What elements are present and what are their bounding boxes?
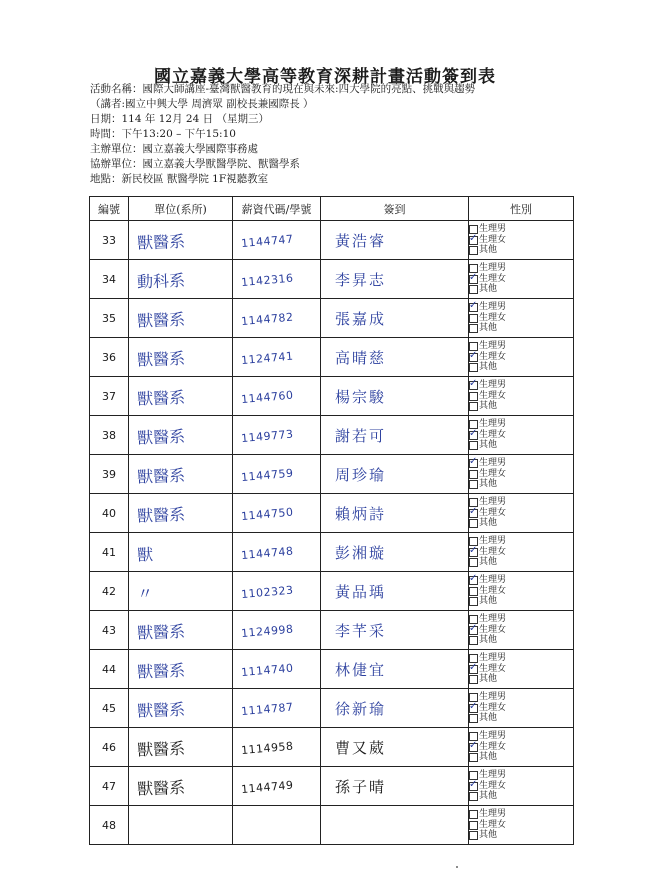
gender-option-label: 其他 <box>479 323 498 334</box>
student-id-handwriting: 1144750 <box>240 505 295 523</box>
gender-option-label: 生理女 <box>479 507 507 518</box>
gender-option <box>469 224 573 235</box>
gender-option <box>469 401 573 412</box>
signature-handwriting: 黃品瑀 <box>335 582 387 601</box>
signature-handwriting: 周珍瑜 <box>335 465 387 484</box>
gender-option-label: 其他 <box>479 245 498 256</box>
gender-option-label: 生理女 <box>479 390 507 401</box>
table-row <box>90 455 574 494</box>
gender-option-label: 其他 <box>479 284 498 295</box>
gender-option-label: 其他 <box>479 362 498 373</box>
gender-options <box>469 728 574 767</box>
unit-cell <box>129 377 233 416</box>
unit-handwriting: 動科系 <box>136 270 186 292</box>
gender-option-label: 生理女 <box>479 663 507 674</box>
checked-checkbox[interactable] <box>469 665 478 674</box>
checkbox[interactable] <box>469 470 478 479</box>
row-number: 43 <box>90 611 129 650</box>
student-id-handwriting: 1124741 <box>240 349 295 367</box>
unit-handwriting: 獸醫系 <box>136 231 186 253</box>
row-number: 46 <box>90 728 129 767</box>
student-id-handwriting: 1144782 <box>240 310 295 328</box>
student-id-cell <box>233 650 321 689</box>
unit-handwriting: 獸醫系 <box>136 465 186 487</box>
checkbox[interactable] <box>469 441 478 450</box>
gender-option <box>469 245 573 256</box>
checked-checkbox[interactable] <box>469 353 478 362</box>
unit-handwriting: 獸醫系 <box>136 660 186 682</box>
gender-option-label: 生理女 <box>479 819 507 830</box>
gender-option-label: 生理男 <box>479 575 507 586</box>
gender-option-label: 生理男 <box>479 692 507 703</box>
row-number: 45 <box>90 689 129 728</box>
student-id-cell <box>233 572 321 611</box>
gender-options <box>469 689 574 728</box>
table-row <box>90 650 574 689</box>
gender-option-label: 其他 <box>479 557 498 568</box>
table-row <box>90 299 574 338</box>
gender-option <box>469 791 573 802</box>
gender-option-label: 生理女 <box>479 741 507 752</box>
table-row <box>90 338 574 377</box>
student-id-cell <box>233 806 321 845</box>
checkbox[interactable] <box>469 597 478 606</box>
unit-cell <box>129 494 233 533</box>
gender-option <box>469 302 573 313</box>
gender-option <box>469 830 573 841</box>
gender-option <box>469 458 573 469</box>
gender-option <box>469 781 573 792</box>
gender-option-label: 其他 <box>479 401 498 412</box>
speaker-line: （講者:國立中興大學 周濟眾 副校長兼國際長 ） <box>90 98 314 110</box>
gender-option-label: 其他 <box>479 674 498 685</box>
gender-options <box>469 806 574 845</box>
row-number: 36 <box>90 338 129 377</box>
gender-option <box>469 518 573 529</box>
signature-cell <box>321 494 469 533</box>
checked-checkbox[interactable] <box>469 548 478 557</box>
checkbox[interactable] <box>469 363 478 372</box>
signature-cell <box>321 806 469 845</box>
checked-checkbox[interactable] <box>469 782 478 791</box>
scan-speck <box>456 866 458 868</box>
gender-options <box>469 299 574 338</box>
unit-cell <box>129 650 233 689</box>
checkbox[interactable] <box>469 314 478 323</box>
unit-cell <box>129 728 233 767</box>
student-id-cell <box>233 221 321 260</box>
student-id-handwriting: 1114740 <box>240 661 295 679</box>
signature-cell <box>321 572 469 611</box>
signature-handwriting: 林倢宜 <box>335 660 387 679</box>
gender-option-label: 其他 <box>479 479 498 490</box>
student-id-handwriting: 1144747 <box>240 232 295 250</box>
gender-option-label: 生理男 <box>479 380 507 391</box>
signature-cell <box>321 338 469 377</box>
row-number: 40 <box>90 494 129 533</box>
signature-cell <box>321 767 469 806</box>
gender-options <box>469 377 574 416</box>
gender-option-label: 生理男 <box>479 497 507 508</box>
gender-options <box>469 533 574 572</box>
student-id-handwriting: 1144760 <box>240 388 295 406</box>
student-id-cell <box>233 689 321 728</box>
student-id-handwriting: 1144759 <box>240 466 295 484</box>
gender-option <box>469 547 573 558</box>
row-number: 34 <box>90 260 129 299</box>
gender-option-label: 其他 <box>479 518 498 529</box>
table-row <box>90 572 574 611</box>
gender-option <box>469 313 573 324</box>
gender-option <box>469 263 573 274</box>
signature-cell <box>321 299 469 338</box>
gender-option-label: 其他 <box>479 830 498 841</box>
co-organizer-line: 協辦單位：國立嘉義大學獸醫學院、獸醫學系 <box>90 158 300 170</box>
gender-option <box>469 635 573 646</box>
unit-cell <box>129 611 233 650</box>
table-row <box>90 416 574 455</box>
gender-option-label: 其他 <box>479 440 498 451</box>
gender-option-label: 生理男 <box>479 536 507 547</box>
row-number: 38 <box>90 416 129 455</box>
gender-option-label: 生理男 <box>479 653 507 664</box>
signature-cell <box>321 377 469 416</box>
unit-handwriting: 獸醫系 <box>136 504 186 526</box>
checkbox[interactable] <box>469 402 478 411</box>
gender-options <box>469 455 574 494</box>
time-line: 時間：下午13:20 – 下午15:10 <box>90 128 236 140</box>
unit-handwriting: 獸醫系 <box>136 738 186 760</box>
gender-option-label: 生理男 <box>479 614 507 625</box>
gender-option-label: 生理男 <box>479 809 507 820</box>
gender-options <box>469 416 574 455</box>
gender-option <box>469 284 573 295</box>
signature-cell <box>321 689 469 728</box>
student-id-handwriting: 1142316 <box>240 271 295 289</box>
gender-options <box>469 650 574 689</box>
unit-cell <box>129 767 233 806</box>
gender-option <box>469 703 573 714</box>
table-row <box>90 494 574 533</box>
checkbox[interactable] <box>469 285 478 294</box>
signature-handwriting: 高晴慈 <box>335 348 387 367</box>
student-id-cell <box>233 299 321 338</box>
checked-checkbox[interactable] <box>469 431 478 440</box>
checkbox[interactable] <box>469 480 478 489</box>
checked-checkbox[interactable] <box>469 626 478 635</box>
checkbox[interactable] <box>469 324 478 333</box>
gender-option <box>469 469 573 480</box>
gender-option-label: 生理女 <box>479 546 507 557</box>
unit-cell <box>129 416 233 455</box>
signature-handwriting: 賴炳詩 <box>335 504 387 523</box>
gender-option <box>469 497 573 508</box>
sign-in-table <box>89 196 574 845</box>
unit-handwriting: 獸醫系 <box>136 309 186 331</box>
gender-option-label: 生理女 <box>479 234 507 245</box>
gender-options <box>469 494 574 533</box>
gender-option <box>469 713 573 724</box>
checkbox[interactable] <box>469 636 478 645</box>
student-id-handwriting: 1149773 <box>240 427 295 445</box>
signature-handwriting: 徐新瑜 <box>335 699 387 718</box>
checkbox[interactable] <box>469 831 478 840</box>
unit-cell <box>129 572 233 611</box>
gender-option <box>469 586 573 597</box>
row-number: 47 <box>90 767 129 806</box>
student-id-cell <box>233 260 321 299</box>
checked-checkbox[interactable] <box>469 275 478 284</box>
gender-option <box>469 235 573 246</box>
gender-options <box>469 767 574 806</box>
student-id-cell <box>233 767 321 806</box>
gender-option <box>469 341 573 352</box>
row-number: 42 <box>90 572 129 611</box>
gender-option-label: 生理男 <box>479 419 507 430</box>
signature-cell <box>321 611 469 650</box>
gender-option-label: 生理女 <box>479 585 507 596</box>
student-id-cell <box>233 416 321 455</box>
gender-option <box>469 352 573 363</box>
gender-option-label: 其他 <box>479 791 498 802</box>
gender-option-label: 生理女 <box>479 468 507 479</box>
header-unit: 單位(系所) <box>129 197 233 221</box>
checkbox[interactable] <box>469 810 478 819</box>
unit-handwriting: 獸醫系 <box>136 699 186 721</box>
checked-checkbox[interactable] <box>469 704 478 713</box>
signature-handwriting: 楊宗駿 <box>335 387 387 406</box>
gender-option <box>469 557 573 568</box>
unit-handwriting: 獸醫系 <box>136 777 186 799</box>
unit-handwriting: 〃 <box>136 583 154 604</box>
unit-cell <box>129 455 233 494</box>
gender-option-label: 其他 <box>479 752 498 763</box>
unit-handwriting: 獸醫系 <box>136 348 186 370</box>
checkbox[interactable] <box>469 392 478 401</box>
table-row <box>90 611 574 650</box>
signature-handwriting: 彭湘璇 <box>335 543 387 562</box>
activity-info <box>90 82 475 187</box>
checked-checkbox[interactable] <box>469 743 478 752</box>
table-row <box>90 533 574 572</box>
gender-option-label: 其他 <box>479 635 498 646</box>
gender-option <box>469 380 573 391</box>
row-number: 33 <box>90 221 129 260</box>
gender-option <box>469 596 573 607</box>
gender-options <box>469 221 574 260</box>
gender-option <box>469 479 573 490</box>
checkbox[interactable] <box>469 246 478 255</box>
gender-option <box>469 664 573 675</box>
row-number: 48 <box>90 806 129 845</box>
table-row <box>90 728 574 767</box>
organizer-line: 主辦單位：國立嘉義大學國際事務處 <box>90 143 258 155</box>
header-signature: 簽到 <box>321 197 469 221</box>
unit-handwriting: 獸醫系 <box>136 426 186 448</box>
gender-option <box>469 770 573 781</box>
date-line: 日期：114 年 12月 24 日 （星期三） <box>90 113 269 125</box>
unit-cell <box>129 338 233 377</box>
gender-option <box>469 508 573 519</box>
checked-checkbox[interactable] <box>469 509 478 518</box>
gender-option <box>469 419 573 430</box>
student-id-handwriting: 1114958 <box>240 739 295 757</box>
checked-checkbox[interactable] <box>469 459 478 468</box>
gender-option <box>469 731 573 742</box>
header-number: 編號 <box>90 197 129 221</box>
gender-option <box>469 614 573 625</box>
signature-handwriting: 曹又葳 <box>335 738 387 757</box>
gender-option <box>469 575 573 586</box>
gender-option-label: 其他 <box>479 713 498 724</box>
student-id-handwriting: 1144748 <box>240 544 295 562</box>
checked-checkbox[interactable] <box>469 381 478 390</box>
header-id: 薪資代碼/學號 <box>233 197 321 221</box>
signature-cell <box>321 416 469 455</box>
table-row <box>90 806 574 845</box>
student-id-handwriting: 1114787 <box>240 700 295 718</box>
gender-options <box>469 572 574 611</box>
signature-handwriting: 李昇志 <box>335 270 387 289</box>
gender-option-label: 生理女 <box>479 624 507 635</box>
gender-option <box>469 391 573 402</box>
signature-handwriting: 黃浩睿 <box>335 231 387 250</box>
checked-checkbox[interactable] <box>469 303 478 312</box>
row-number: 39 <box>90 455 129 494</box>
unit-cell <box>129 689 233 728</box>
student-id-handwriting: 1124998 <box>240 622 295 640</box>
signature-handwriting: 張嘉成 <box>335 309 387 328</box>
student-id-cell <box>233 455 321 494</box>
table-row <box>90 377 574 416</box>
signature-cell <box>321 650 469 689</box>
gender-option-label: 生理女 <box>479 273 507 284</box>
checkbox[interactable] <box>469 675 478 684</box>
unit-cell <box>129 260 233 299</box>
gender-option-label: 生理男 <box>479 224 507 235</box>
header-gender: 性別 <box>469 197 574 221</box>
table-row <box>90 767 574 806</box>
gender-option-label: 生理女 <box>479 429 507 440</box>
table-row <box>90 689 574 728</box>
gender-option <box>469 752 573 763</box>
gender-option <box>469 653 573 664</box>
checkbox[interactable] <box>469 714 478 723</box>
gender-option <box>469 323 573 334</box>
gender-option-label: 生理男 <box>479 458 507 469</box>
student-id-handwriting <box>233 821 320 829</box>
row-number: 44 <box>90 650 129 689</box>
gender-option <box>469 742 573 753</box>
checkbox[interactable] <box>469 821 478 830</box>
gender-option <box>469 536 573 547</box>
checked-checkbox[interactable] <box>469 236 478 245</box>
checkbox[interactable] <box>469 753 478 762</box>
gender-option <box>469 809 573 820</box>
unit-handwriting: 獸 <box>136 544 154 565</box>
gender-option-label: 生理男 <box>479 770 507 781</box>
gender-options <box>469 338 574 377</box>
unit-cell <box>129 221 233 260</box>
signature-cell <box>321 728 469 767</box>
student-id-cell <box>233 338 321 377</box>
page-title: 國立嘉義大學高等教育深耕計畫活動簽到表 <box>154 67 496 87</box>
gender-option <box>469 692 573 703</box>
gender-option-label: 生理女 <box>479 702 507 713</box>
gender-option <box>469 625 573 636</box>
unit-handwriting <box>129 823 232 827</box>
gender-option <box>469 430 573 441</box>
gender-option <box>469 362 573 373</box>
location-line: 地點：新民校區 獸醫學院 1F視聽教室 <box>90 173 269 185</box>
gender-option-label: 生理女 <box>479 351 507 362</box>
signature-handwriting: 謝若可 <box>335 426 387 445</box>
student-id-cell <box>233 728 321 767</box>
checkbox[interactable] <box>469 587 478 596</box>
student-id-cell <box>233 494 321 533</box>
signature-cell <box>321 455 469 494</box>
signature-handwriting: 孫子晴 <box>335 777 387 796</box>
unit-handwriting: 獸醫系 <box>136 387 186 409</box>
gender-options <box>469 260 574 299</box>
gender-option-label: 生理男 <box>479 731 507 742</box>
unit-cell <box>129 806 233 845</box>
row-number: 35 <box>90 299 129 338</box>
gender-option-label: 生理男 <box>479 302 507 313</box>
signature-cell <box>321 221 469 260</box>
unit-cell <box>129 299 233 338</box>
gender-option-label: 生理女 <box>479 780 507 791</box>
checkbox[interactable] <box>469 519 478 528</box>
gender-option-label: 生理男 <box>479 263 507 274</box>
table-row <box>90 221 574 260</box>
gender-option <box>469 440 573 451</box>
student-id-cell <box>233 533 321 572</box>
gender-option <box>469 674 573 685</box>
student-id-cell <box>233 611 321 650</box>
checkbox[interactable] <box>469 558 478 567</box>
row-number: 37 <box>90 377 129 416</box>
gender-option-label: 生理男 <box>479 341 507 352</box>
gender-option-label: 生理女 <box>479 312 507 323</box>
student-id-handwriting: 1144749 <box>240 778 295 796</box>
checkbox[interactable] <box>469 792 478 801</box>
signature-handwriting: 李芊采 <box>335 621 387 640</box>
gender-options <box>469 611 574 650</box>
unit-cell <box>129 533 233 572</box>
gender-option <box>469 820 573 831</box>
signature-cell <box>321 533 469 572</box>
gender-option <box>469 274 573 285</box>
gender-option-label: 其他 <box>479 596 498 607</box>
student-id-cell <box>233 377 321 416</box>
checked-checkbox[interactable] <box>469 576 478 585</box>
student-id-handwriting: 1102323 <box>240 583 295 601</box>
activity-name: 活動名稱：國際大師講座-臺灣獸醫教育的現在與未來:四大學院的亮點、挑戰與趨勢 <box>90 83 476 95</box>
table-header-row <box>90 197 574 221</box>
signature-cell <box>321 260 469 299</box>
row-number: 41 <box>90 533 129 572</box>
unit-handwriting: 獸醫系 <box>136 621 186 643</box>
table-row <box>90 260 574 299</box>
